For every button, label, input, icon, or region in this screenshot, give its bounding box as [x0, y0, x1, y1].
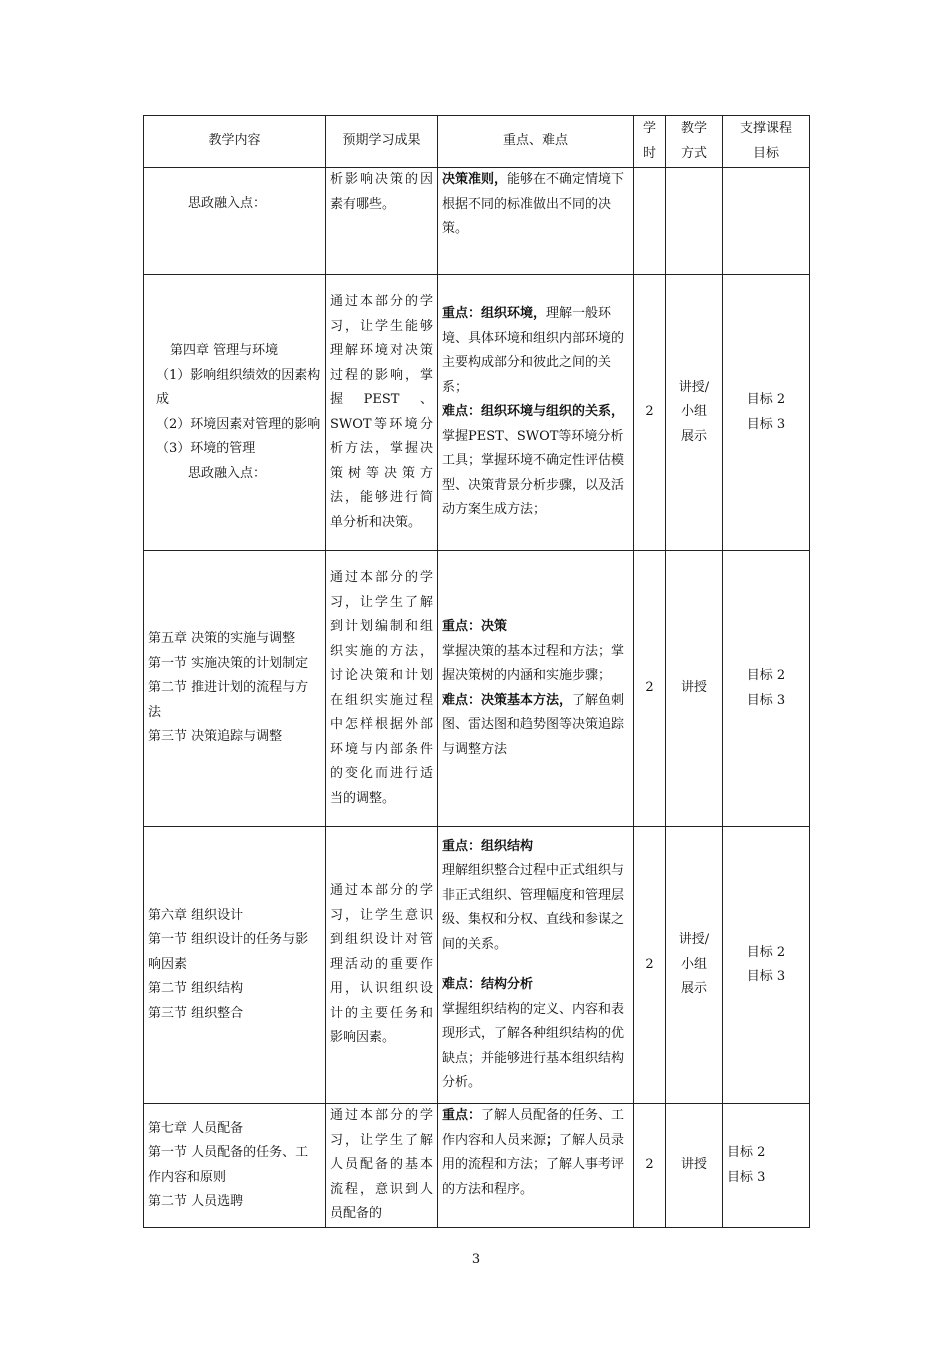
outcome-cell: 通过本部分的学习，让学生能够理解环境对决策过程的影响，掌握PEST、SWOT等环境分析方法，掌握决策树等决策方法，能够进行简单分析和决策。	[326, 275, 438, 551]
goal-item: 目标 2	[727, 1145, 766, 1160]
header-goals-l1: 支撑课程	[739, 121, 792, 136]
goal-item: 目标 2	[746, 392, 786, 407]
header-key-points: 重点、难点	[438, 116, 634, 168]
section-item: 第二节 组织结构	[148, 981, 244, 997]
content-cell	[144, 168, 326, 275]
hours-cell: 2	[634, 1104, 666, 1228]
chapter-title: 第五章 决策的实施与调整	[148, 631, 296, 647]
goals-cell	[723, 827, 810, 1104]
section-item: 第三节 决策追踪与调整	[148, 729, 283, 745]
section-item: 第二节 人员选聘	[148, 1194, 244, 1209]
key-label: 重点：组织结构	[442, 838, 534, 854]
difficulty-label: 难点：结构分析	[442, 977, 534, 992]
outcome-cell: 通过本部分的学习，让学生了解人员配备的基本流程，意识到人员配备的	[326, 1104, 438, 1228]
ideology-point: 思政融入点：	[188, 465, 267, 481]
difficulty-label: 难点：组织环境与组织的关系，	[442, 404, 625, 420]
key-label: 决策准则，	[442, 172, 508, 187]
table-row	[144, 1104, 810, 1228]
key-text: 了解人员配备的任务、工作内容和人员来源	[442, 1108, 625, 1148]
header-row	[144, 116, 810, 168]
key-separator: ；	[546, 1132, 560, 1148]
goals-cell	[723, 168, 810, 275]
section-item: （2）环境因素对管理的影响	[156, 416, 321, 432]
key-points-cell	[438, 275, 634, 551]
goal-item: 目标 3	[746, 969, 786, 984]
difficulty-text: 掌握组织结构的定义、内容和表现形式，了解各种组织结构的优缺点；并能够进行基本组织结构分析。	[442, 1001, 625, 1090]
goals-cell	[723, 1104, 810, 1228]
section-item: 第二节 推进计划的流程与方法	[148, 680, 309, 720]
goal-item: 目标 2	[746, 944, 786, 960]
hours-cell: 2	[634, 275, 666, 551]
method-cell: 讲授	[666, 551, 723, 827]
syllabus-table	[143, 115, 810, 1228]
method-cell	[666, 168, 723, 275]
hours-cell: 2	[634, 551, 666, 827]
method-cell: 讲授	[666, 1104, 723, 1228]
section-item: 第三节 组织整合	[148, 1005, 244, 1021]
key-points-cell	[438, 551, 634, 827]
hours-cell: 2	[634, 827, 666, 1104]
key-text: 理解组织整合过程中正式组织与非正式组织、管理幅度和管理层级、集权和分权、直线和参谋之间的关系。	[442, 863, 625, 952]
table-row	[144, 827, 810, 1104]
method-cell	[666, 827, 723, 1104]
key-label: 重点：组织环境，	[442, 306, 547, 322]
method-l2: 小组	[680, 404, 707, 420]
key-points-cell	[438, 1104, 634, 1228]
chapter-title: 第七章 人员配备	[148, 1120, 244, 1136]
header-method	[666, 116, 723, 168]
method-l2: 小组	[680, 956, 707, 972]
header-goals	[723, 116, 810, 168]
header-hours	[634, 116, 666, 168]
difficulty-label: 难点：决策基本方法，	[442, 692, 573, 708]
ideology-point: 思政融入点：	[188, 196, 267, 211]
outcome-cell: 通过本部分的学习，让学生意识到组织设计对管理活动的重要作用，认识组织设计的主要任务和影响因素。	[326, 827, 438, 1104]
header-hours-l1: 学	[642, 121, 656, 136]
key-label: 重点：	[442, 1108, 482, 1123]
section-item: （1）影响组织绩效的因素构成	[156, 367, 321, 407]
table-row	[144, 275, 810, 551]
outcome-cell: 通过本部分的学习，让学生了解到计划编制和组织实施的方法，讨论决策和计划在组织实施过程中怎样根据外部环境与内部条件的变化而进行适当的调整。	[326, 551, 438, 827]
section-item: 第一节 人员配备的任务、工作内容和原则	[148, 1145, 309, 1185]
section-item: （3）环境的管理	[156, 441, 256, 456]
hours-cell	[634, 168, 666, 275]
header-method-l2: 方式	[680, 145, 707, 161]
chapter-title: 第六章 组织设计	[148, 907, 244, 923]
method-l1: 讲授/	[678, 379, 710, 395]
key-text-2: 了解人员录用的流程和方法；了解人事考评的方法和程序。	[442, 1132, 625, 1197]
key-text: 理解一般环境、具体环境和组织内部环境的主要构成部分和彼此之间的关系；	[442, 306, 625, 395]
content-cell	[144, 275, 326, 551]
goal-item: 目标 3	[746, 692, 786, 708]
goal-item: 目标 3	[727, 1169, 766, 1185]
goal-item: 目标 2	[746, 668, 786, 683]
header-content: 教学内容	[144, 116, 326, 168]
section-item: 第一节 实施决策的计划制定	[148, 655, 309, 671]
section-item: 第一节 组织设计的任务与影响因素	[148, 932, 309, 972]
key-text: 能够在不确定情境下根据不同的标准做出不同的决策。	[442, 172, 625, 236]
goals-cell	[723, 275, 810, 551]
method-cell	[666, 275, 723, 551]
key-text: 掌握决策的基本过程和方法；掌握决策树的内涵和实施步骤；	[442, 643, 625, 683]
key-label: 重点：决策	[442, 619, 508, 634]
difficulty-text: 了解鱼刺图、雷达图和趋势图等决策追踪与调整方法	[442, 692, 625, 757]
header-method-l1: 教学	[680, 121, 707, 136]
method-l1: 讲授/	[678, 932, 710, 948]
goal-item: 目标 3	[746, 416, 786, 432]
content-cell	[144, 551, 326, 827]
key-points-cell	[438, 168, 634, 275]
outcome-cell: 析影响决策的因素有哪些。	[326, 168, 438, 275]
content-cell	[144, 1104, 326, 1228]
goals-cell	[723, 551, 810, 827]
chapter-title: 第四章 管理与环境	[170, 343, 279, 358]
table-row	[144, 551, 810, 827]
header-goals-l2: 目标	[752, 145, 779, 161]
difficulty-text: 掌握PEST、SWOT等环境分析工具；掌握环境不确定性评估模型、决策背景分析步骤，以及活动方案生成方法；	[442, 428, 625, 518]
method-l3: 展示	[680, 428, 707, 444]
header-outcome: 预期学习成果	[326, 116, 438, 168]
content-cell	[144, 827, 326, 1104]
table-row	[144, 168, 810, 275]
method-l3: 展示	[680, 981, 707, 997]
header-hours-l2: 时	[642, 145, 656, 161]
key-points-cell	[438, 827, 634, 1104]
page-number: 3	[471, 1252, 481, 1267]
